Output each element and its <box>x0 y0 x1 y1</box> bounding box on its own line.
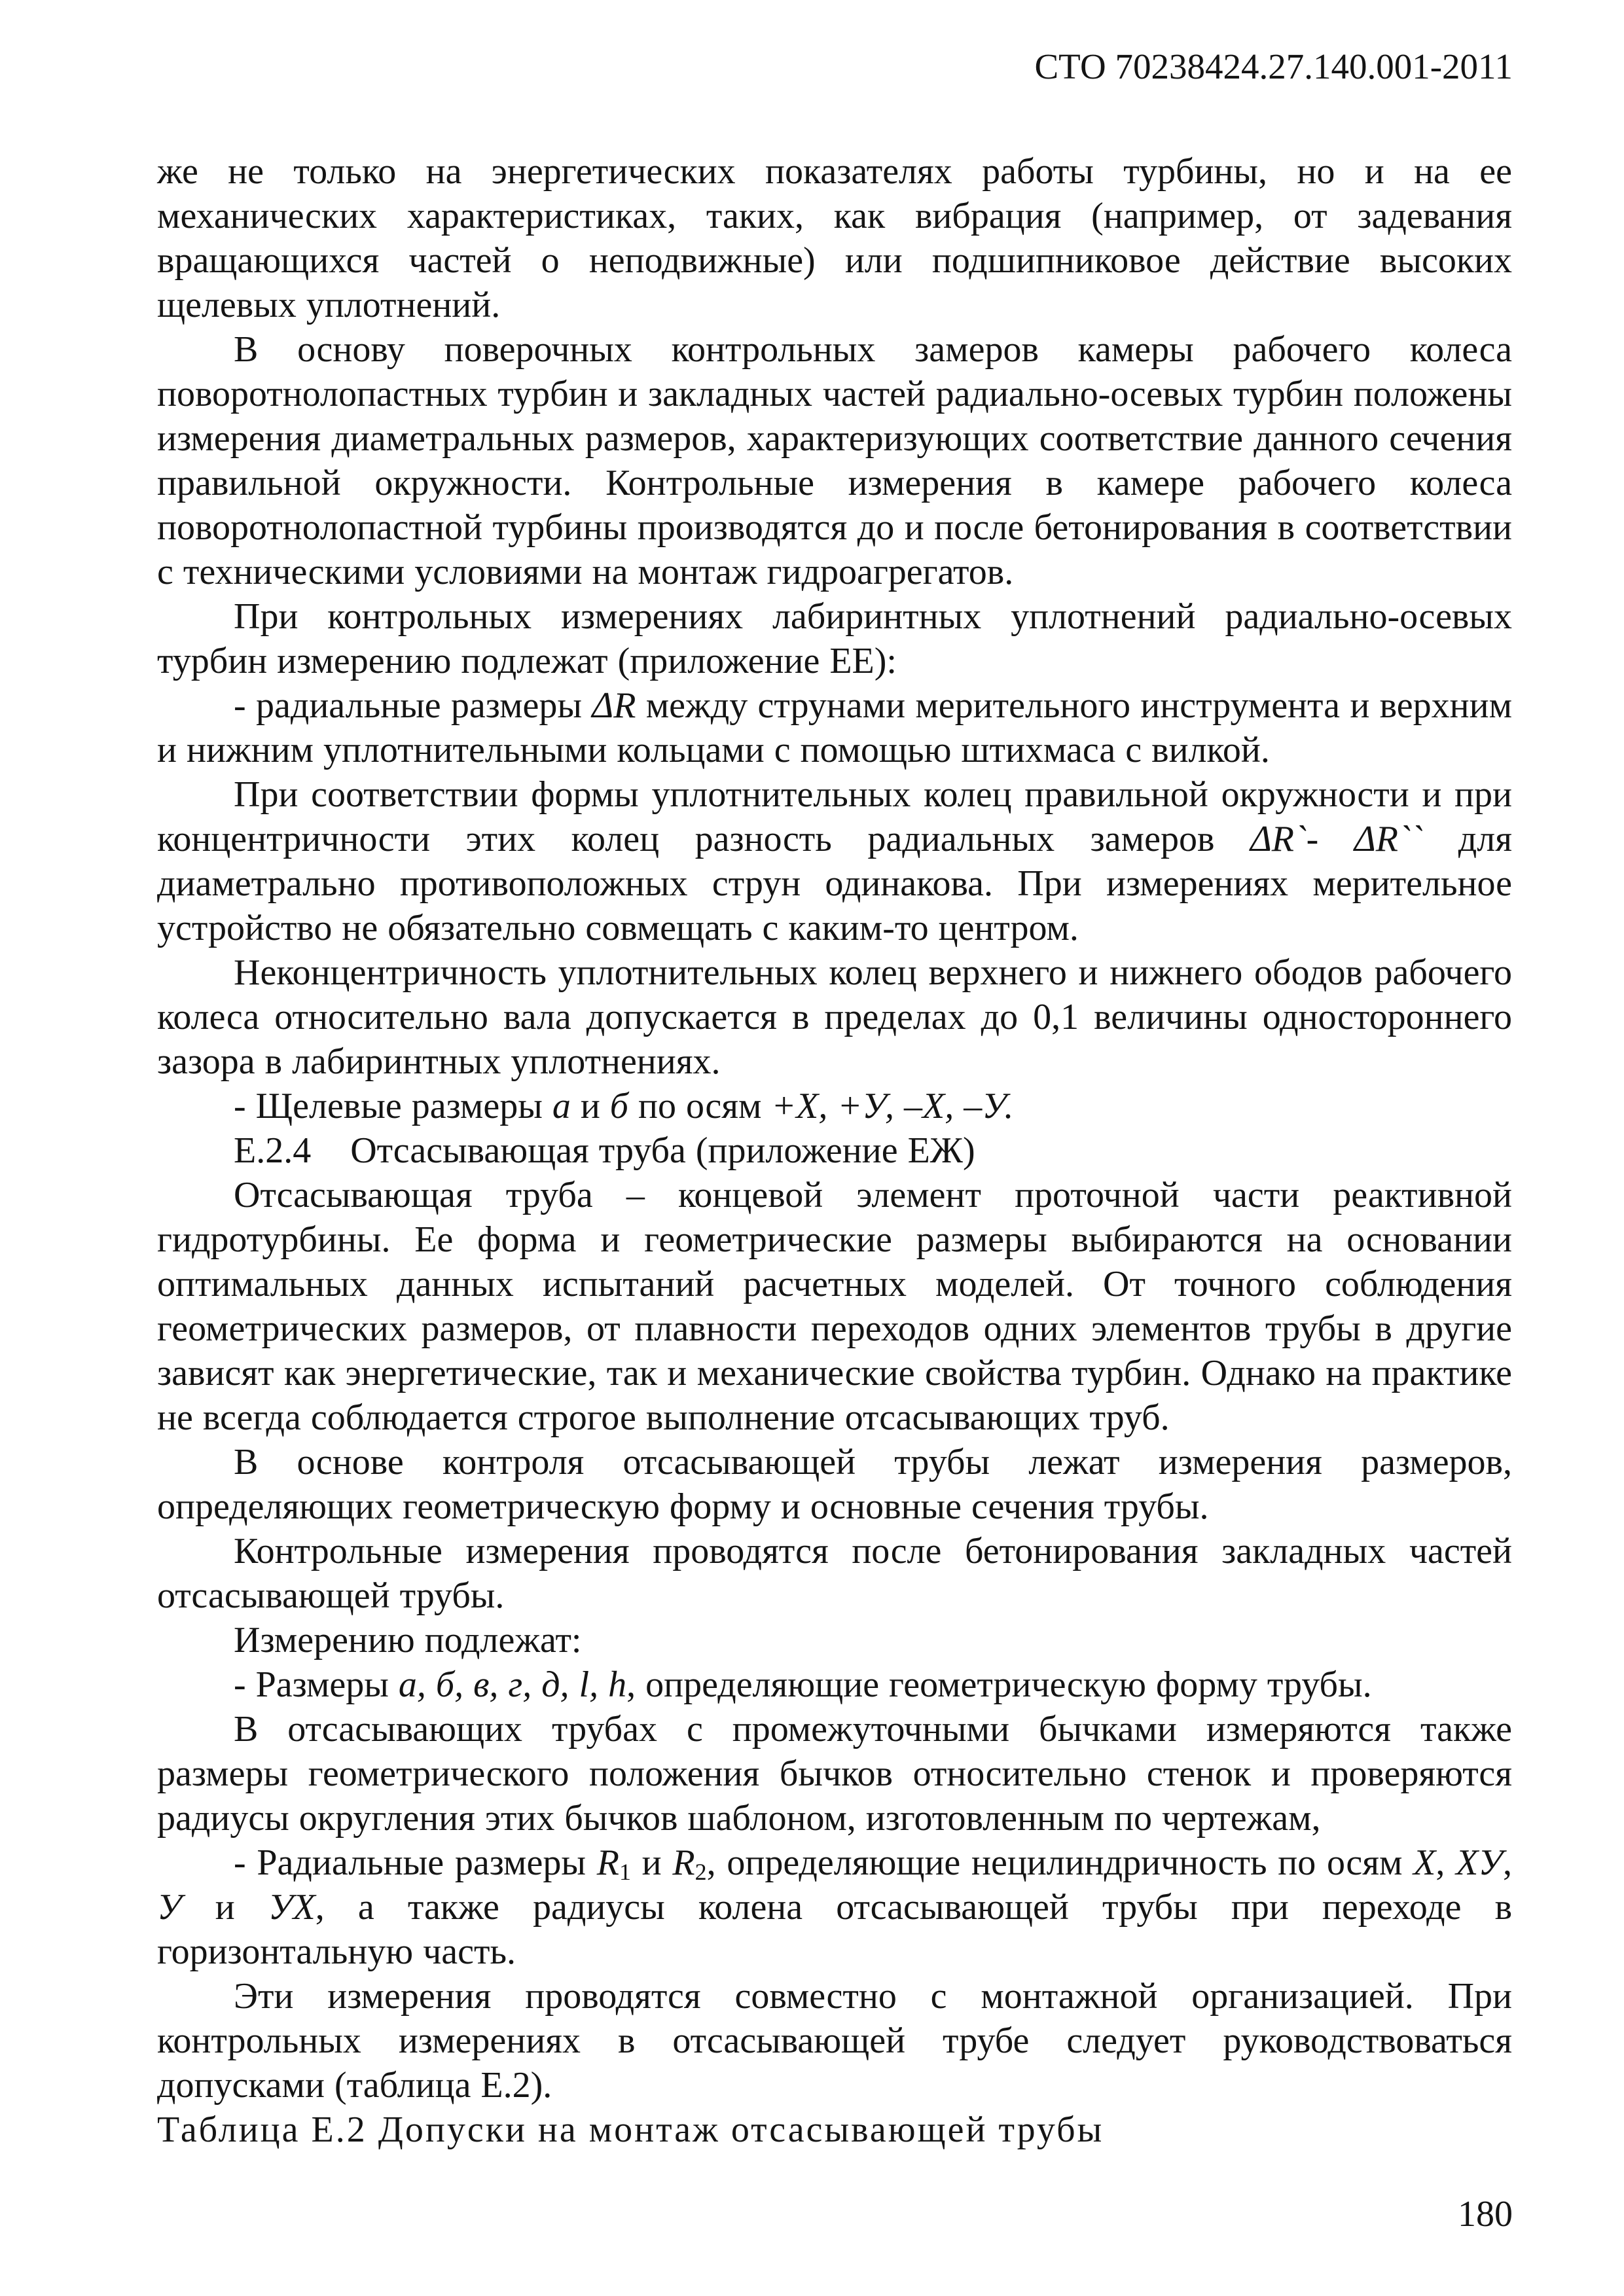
paragraph-joint-measurements: Эти измерения проводятся совместно с монтажной организацией. При контрольных измерениях в отсасывающей трубе следует руководствоваться допусками (таблица Е.2). <box>157 1976 1512 2106</box>
text-run: - Щелевые размеры <box>234 1086 552 1126</box>
page-body <box>157 149 1512 2152</box>
variable-a: а <box>552 1086 571 1126</box>
variable-b: б <box>609 1086 628 1126</box>
document-code-header: СТО 70238424.27.140.001-2011 <box>1034 46 1513 86</box>
text-run: , а также радиусы колена отсасывающей трубы при переходе в горизонтальную часть. <box>157 1887 1513 1972</box>
list-item-radial-sizes-r1-r2 <box>157 1840 1512 1974</box>
text-run: по осям <box>628 1086 772 1126</box>
text-run: , определяющие геометрическую форму трубы. <box>626 1664 1372 1705</box>
text-run: , <box>1435 1842 1456 1883</box>
page-number: 180 <box>1458 2194 1513 2234</box>
paragraph-continuation: же не только на энергетических показателях работы турбины, но и на ее механических характеристиках, таких, как вибрация (например, от задевания вращающихся частей о неподвижные) или подшипниковое действие высоких щелевых уплотнений. <box>157 151 1512 325</box>
variable-delta-r: ΔR <box>592 685 636 726</box>
text-run: и <box>630 1842 673 1883</box>
variable-xy: ХУ <box>1456 1842 1504 1883</box>
text-run: для диаметрально противоположных струн одинакова. При измерениях мерительное устройство не обязательно совмещать с каким-то центром. <box>157 819 1512 948</box>
list-item-gap-sizes <box>157 1084 1512 1128</box>
section-heading-draft-tube: Е.2.4 Отсасывающая труба (приложение ЕЖ) <box>234 1130 975 1171</box>
variable-r: R <box>672 1842 695 1883</box>
list-item-radial-sizes <box>157 683 1512 772</box>
variable-dimensions: а, б, в, г, д, l, h <box>398 1664 627 1705</box>
variable-axes: +Х, +У, –Х, –У. <box>771 1086 1014 1126</box>
paragraph-labyrinth-seals: При контрольных измерениях лабиринтных уплотнений радиально-осевых турбин измерению подлежат (приложение ЕЕ): <box>157 596 1512 681</box>
paragraph-intermediate-piers: В отсасывающих трубах с промежуточными бычками измеряются также размеры геометрического положения бычков относительно стенок и проверяются радиусы округления этих бычков шаблоном, изготовленным по чертежам, <box>157 1709 1512 1839</box>
text-run: - радиальные размеры <box>234 685 592 726</box>
text-run: и <box>181 1887 268 1928</box>
paragraph-draft-tube-definition: Отсасывающая труба – концевой элемент проточной части реактивной гидротурбины. Ее форма и геометрические размеры выбираются на основании оптимальных данных испытаний расчетных моделей. От точного соблюдения геометрических размеров, от плавности переходов одних элементов трубы в другие зависят как энергетические, так и механические свойства турбин. Однако на практике не всегда соблюдается строгое выполнение отсасывающих труб. <box>157 1175 1512 1438</box>
variable-r: R <box>596 1842 619 1883</box>
paragraph-nonconcentricity: Неконцентричность уплотнительных колец верхнего и нижнего ободов рабочего колеса относительно вала допускается в пределах до 0,1 величины одностороннего зазора в лабиринтных уплотнениях. <box>157 952 1512 1082</box>
text-run: - Размеры <box>234 1664 399 1705</box>
subscript: 2 <box>695 1859 707 1885</box>
text-run: , <box>1503 1842 1513 1883</box>
text-run: между струнами мерительного инструмента и верхним и нижним уплотнительными кольцами с помощью штихмаса с вилкой. <box>157 685 1512 770</box>
list-item-dimensions <box>157 1662 1512 1707</box>
variable-x: Х <box>1413 1842 1436 1883</box>
table-caption: Таблица Е.2 Допуски на монтаж отсасывающей трубы <box>157 2109 1104 2150</box>
paragraph-chamber-measurements: В основу поверочных контрольных замеров камеры рабочего колеса поворотнолопастных турбин и закладных частей радиально-осевых турбин положены измерения диаметральных размеров, характеризующих соответствие данного сечения правильной окружности. Контрольные измерения в камере рабочего колеса поворотнолопастной турбины производятся до и после бетонирования в соответствии с техническими условиями на монтаж гидроагрегатов. <box>157 329 1512 592</box>
text-run: , определяющие нецилиндричность по осям <box>706 1842 1414 1883</box>
text-run: При соответствии формы уплотнительных колец правильной окружности и при концентричности этих колец разность радиальных замеров <box>157 774 1512 859</box>
paragraph-ring-concentricity <box>157 772 1512 950</box>
paragraph-control-timing: Контрольные измерения проводятся после бетонирования закладных частей отсасывающей трубы. <box>157 1531 1512 1616</box>
paragraph-control-basis: В основе контроля отсасывающей трубы лежат измерения размеров, определяющих геометрическую форму и основные сечения трубы. <box>157 1442 1512 1527</box>
variable-y: У <box>157 1887 182 1928</box>
text-run: и <box>570 1086 610 1126</box>
variable-delta-r-difference: ΔR`- ΔR`` <box>1250 819 1423 859</box>
paragraph-subject-to-measurement: Измерению подлежат: <box>234 1620 582 1660</box>
subscript: 1 <box>619 1859 631 1885</box>
variable-yx: УХ <box>268 1887 316 1928</box>
text-run: - Радиальные размеры <box>234 1842 597 1883</box>
